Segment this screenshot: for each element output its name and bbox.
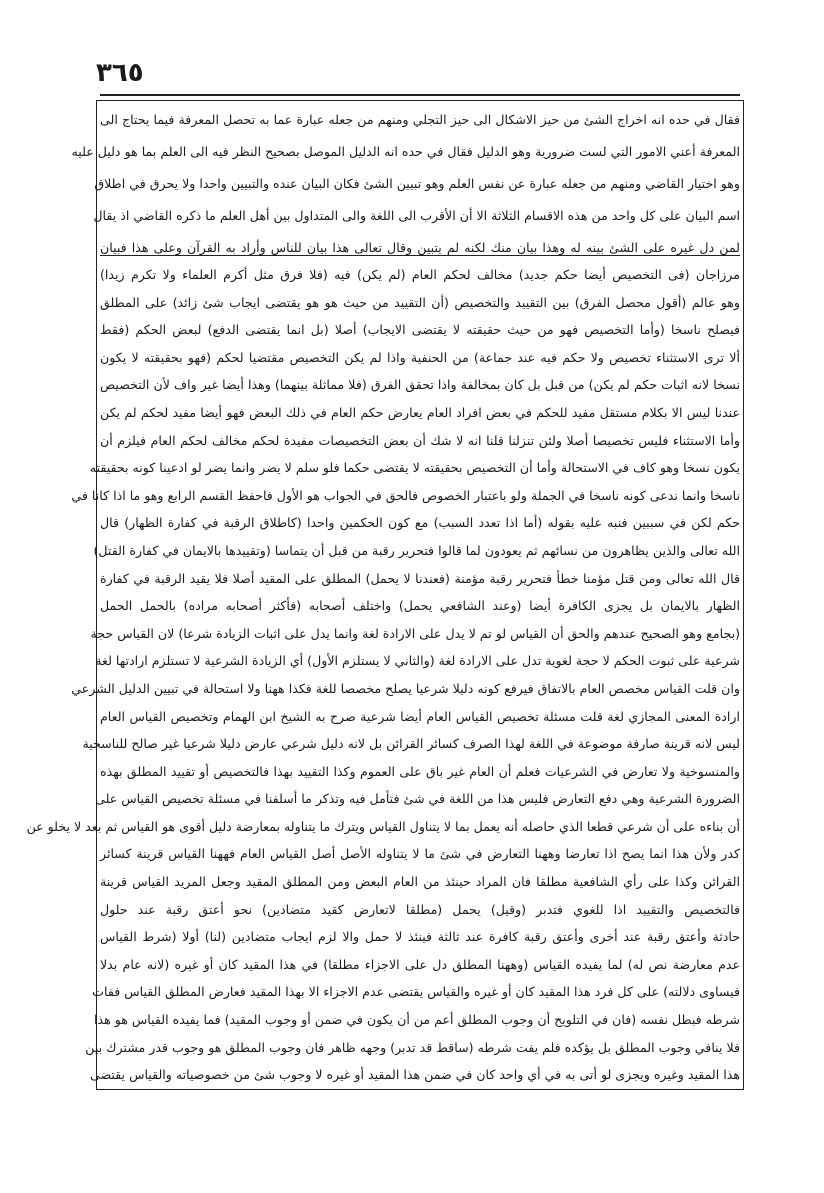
commentary-line: قال الله تعالى ومن قتل مؤمنا خطأ فتحرير رقبة مؤمنة (فعندنا لا يحمل) المطلق على المقيد أصلا فلا يقيد الرقبة في كفارة [100, 570, 740, 586]
commentary-line: الضرورة الشرعية وهي دفع التعارض فليس هذا من اللغة في شئ فتأمل فيه وتذكر ما أسلفنا في مسئلة تخصيص القياس على [95, 791, 740, 807]
commentary-line: وأما الاستثناء فليس تخصيصا أصلا ولئن تنزلنا قلنا انه لا شك أن بعض التخصيصات مفيدة لحكم مخالف لحكم العام فيلزم أن [100, 432, 740, 448]
commentary-line: الظهار بالايمان بل يجزى الكافرة أيضا (وعند الشافعي يحمل) واختلف أصحابه (فأكثر أصحابه مراده) بالحمل الحمل [100, 598, 740, 614]
commentary-line: وان قلت القياس مخصص العام بالاتفاق فيرفع كونه دليلا شرعيا يصلح مخصصا للغة فكذا ههنا ولا استحالة في تبيين الدليل الشرعي [71, 680, 740, 696]
commentary-line: فالتخصيص والتقييد اذا للغوي فتدبر (وقيل) يحمل (مطلقا لاتعارض كقيد متضادين) نحو أعتق رقبة عند حلول [100, 901, 740, 917]
commentary-line: نسخا لانه اثبات حكم لم يكن) من قبل بل كان بمخالفة واذا تحقق الفرق (فلا مماثلة بينهما) وهذا أيضا غير واف لأن التخصيص [100, 377, 740, 393]
commentary-line: حكم لكن في سببين فنبه عليه بقوله (أما اذا تعدد السبب) مع كون الحكمين واحدا (كاطلاق الرقبة في كفارة الظهار) قال [100, 515, 740, 531]
commentary-line: ألا ترى الاستثناء تخصيص ولا حكم فيه عند جماعة) من الحنفية واذا لم يكن التخصيص مقتضيا لحكم (فهو بحقيقته لا يكون [100, 349, 740, 365]
page-number: ٣٦٥ [96, 58, 144, 88]
top-rule [100, 94, 740, 96]
main-text-line: اسم البيان على كل واحد من هذه الاقسام الثلاثة الا أن الأقرب الى اللغة والى المتداول بين أهل العلم ما ذكره القاضي اذ يقال [93, 208, 740, 223]
main-text-line: المعرفة أعني الامور التي لست ضرورية وهو الدليل فقال في حده انه الدليل الموصل بصحيح النظر فيه الى العلم بما هو دليل عليه [71, 144, 740, 159]
commentary-line: ناسخا وانما ندعى كونه ناسخا في الجملة ولو باعتبار الخصوص فالحق في الجواب هو الأول فاحفظ القسم الرابع وهو ما اذا كانا في [71, 487, 740, 503]
commentary-line: يكون نسخا وهو كاف في الاستحالة وأما أن التخصيص بحقيقته لا يقتضى حكما فلو سلم لا يضر وانما يضر لو ادعينا كونه بحقيقته [89, 460, 740, 476]
commentary-line: شرعية على ثبوت الحكم لا حجة لغوية تدل على الارادة لغة (والثاني لا يستلزم الأول) أي الزيادة الشرعية لا تستلزم ارادتها لغة [95, 653, 740, 669]
commentary-line: عدم معارضة نص له) لما يفيده القياس (وههنا المطلق دل على الاجزاء مطلقا) في هذا المقيد كان أو غيره (لانه عام بدلا [100, 956, 740, 972]
commentary-line: ارادة المعنى المجازي لغة قلت مسئلة تخصيص القياس العام أيضا شرعية صرح به الشيخ ابن الهمام وتخصيص القياس العام [100, 708, 740, 724]
commentary-line: حادثة وأعتق رقبة عند أخرى وأعتق رقبة كافرة عند ثالثة فينئذ لا حمل والا لزم ايجاب متضادين (لنا) أولا (شرط القياس [100, 929, 740, 945]
commentary-line: عندنا ليس الا بكلام مستقل مفيد للحكم في بعض افراد العام يعارض حكم العام في ذلك البعض فهو أيضا مفيد لحكم لم يكن [100, 404, 740, 420]
commentary-line: فيصلح ناسخا (وأما التخصيص فهو من حيث حقيقته لا يقتضى الايجاب) أصلا (بل انما يقتضى الدفع) لبعض الحكم (فقط [100, 322, 740, 338]
main-text-block [71, 104, 740, 264]
commentary-line: (بجامع وهو الصحيح عندهم والحق أن القياس لو تم لا يدل على الارادة لغة وانما يدل على اثبات الزيادة شرعا) لان القياس حجة [90, 625, 740, 641]
commentary-line: الله تعالى والذين يظاهرون من نسائهم ثم يعودون لما قالوا فتحرير رقبة من قبل أن يتماسا (وتقييدها بالايمان في كفارة القتل) [93, 542, 740, 558]
commentary-block [26, 261, 740, 1089]
commentary-line: هذا المقيد وغيره ويجزى لو أتى به في أي واحد كان في ضمن هذا المقيد أو غيره لا وجوب شئ من خصوصياته والقياس يقتضى [89, 1067, 740, 1083]
main-text-line: لمن دل غيره على الشئ بينه له وهذا بيان منك لكنه لم يتبين وقال تعالى هذا بيان للناس وأراد به القرآن وعلى هذا فبيان [100, 240, 740, 255]
commentary-line: فلا ينافي وجوب المطلق بل يؤكده فلم يفت شرطه (ساقط قد تدبر) وجهه ظاهر فان وجوب المطلق هو وجوب قدر مشترك بين [85, 1039, 740, 1055]
commentary-line: فيساوى دلالته) على كل فرد هذا المقيد كان أو غيره والقياس يقتضى عدم الاجزاء الا بهذا المقيد فعارض المطلق القياس ففات [92, 984, 740, 1000]
commentary-line: وهو عالم (أقول محصل الفرق) بين التقييد والتخصيص (أن التقييد من حيث هو هو يقتضى ايجاب شئ زائد) على المطلق [100, 294, 740, 310]
commentary-line: ليس لانه قرينة صارفة موضوعة في اللغة لهذا الصرف كسائر القرائن بل لانه دليل شرعي عارض دليلا شرعيا غير صالح للناسخية [82, 736, 740, 752]
main-text-line: وهو اختيار القاضي ومنهم من جعله عبارة عن نفس العلم وهو تبيين الشئ فكان البيان عنده والتبيين واحدا ولا يحرق في اطلاق [94, 176, 740, 191]
section-separator [100, 255, 740, 256]
commentary-line: القرائن وكذا على رأي الشافعية مطلقا فان المراد حينئذ من العام البعض ومن المطلق المقيد وجعل المريد القياس قرينة [100, 874, 740, 890]
commentary-line: أن بناءه على أن شرعي قطعا الذي حاصله أنه يعمل بما لا يتناول القياس ويترك ما يتناوله بمعارضة دليل أقوى هو القياس ثم بعد لا يخلو عن [26, 818, 740, 834]
commentary-line: والمنسوخية ولا تعارض في الشرعيات فعلم أن العام غير باق على العموم وكذا التقييد بهذا فالتخصيص أو تقييد المطلق بهذه [100, 763, 740, 779]
main-text-line: فقال في حده انه اخراج الشئ من حيز الاشكال الى حيز التجلي ومنهم من جعله عبارة عما به تحصل المعرفة فيما يحتاج الى [100, 112, 740, 127]
commentary-line: كدر ولأن هذا انما يصح اذا تعارضا وههنا التعارض في شئ ما لا يتناوله الأصل أصل القياس العام فههنا القياس قرينة كسائر [100, 846, 740, 862]
commentary-line: شرطه فبطل نفسه (فان في التلويح أن وجوب المطلق أعم من أن يكون في ضمن أو وجوب المقيد) فما يفيده القياس هو هذا [93, 1012, 740, 1028]
commentary-line: مرزاجان (فى التخصيص أيضا حكم جديد) مخالف لحكم العام (لم يكن) فيه (فلا فرق مثل أكرم العلماء ولا تكرم زيدا) [100, 267, 740, 282]
